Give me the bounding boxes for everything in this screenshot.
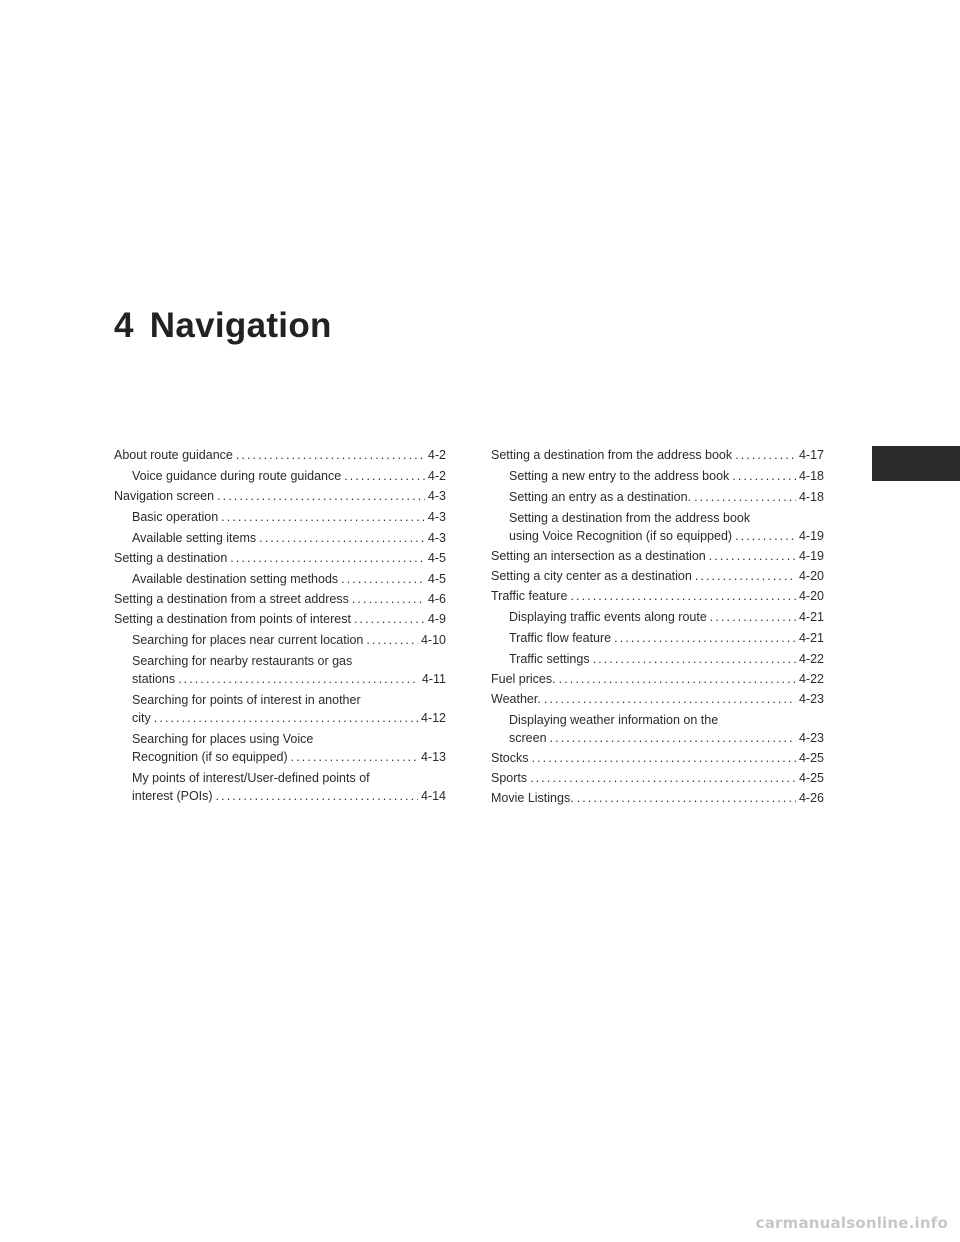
toc-page-number: 4-21: [798, 631, 824, 645]
toc-subentry[interactable]: [114, 691, 446, 727]
dot-leader: [236, 446, 425, 464]
toc-entry-text: Weather.: [491, 692, 541, 706]
toc-page-number: 4-13: [420, 750, 446, 764]
toc-page-number: 4-6: [427, 592, 446, 606]
dot-leader: [178, 670, 419, 688]
toc-page-number: 4-18: [798, 469, 824, 483]
dot-leader: [559, 670, 796, 688]
toc-entry[interactable]: [491, 446, 824, 464]
chapter-side-tab: [872, 446, 960, 481]
toc-entry-text: screen: [509, 731, 547, 745]
chapter-title: [114, 306, 332, 346]
toc-entry[interactable]: [114, 590, 446, 608]
toc-entry-text: stations: [132, 672, 176, 686]
toc-subentry[interactable]: [114, 769, 446, 805]
toc-left-column: [114, 444, 446, 805]
toc-page-number: 4-20: [798, 589, 824, 603]
toc-entry-text: Setting an entry as a destination.: [509, 490, 692, 504]
toc-page-number: 4-25: [798, 751, 824, 765]
toc-entry-text: Traffic flow feature: [509, 631, 612, 645]
toc-page-number: 4-11: [421, 672, 446, 686]
toc-page-number: 4-12: [420, 711, 446, 725]
toc-entry-text: About route guidance: [114, 448, 233, 462]
toc-subentry[interactable]: [491, 650, 824, 668]
toc-entry-text: Setting an intersection as a destination: [491, 549, 706, 563]
toc-subentry[interactable]: [491, 711, 824, 747]
toc-subentry[interactable]: [114, 730, 446, 766]
toc-entry[interactable]: [491, 547, 824, 565]
toc-entry[interactable]: [114, 610, 446, 628]
toc-entry-text: Recognition (if so equipped): [132, 750, 288, 764]
dot-leader: [354, 610, 425, 628]
toc-entry-text: Voice guidance during route guidance: [132, 469, 342, 483]
dot-leader: [532, 749, 796, 767]
toc-entry-text: Setting a destination from points of interest: [114, 612, 351, 626]
toc-entry-text: Sports: [491, 771, 528, 785]
toc-entry-text: Available setting items: [132, 531, 257, 545]
toc-entry-text: Setting a city center as a destination: [491, 569, 692, 583]
toc-entry[interactable]: [114, 549, 446, 567]
toc-subentry[interactable]: [114, 529, 446, 547]
dot-leader: [221, 508, 425, 526]
toc-entry-text: Searching for places using Voice: [132, 732, 314, 746]
chapter-number: 4: [114, 306, 134, 345]
dot-leader: [230, 549, 425, 567]
toc-entry-text: Setting a destination from a street address: [114, 592, 349, 606]
toc-entry-text: Setting a destination: [114, 551, 228, 565]
toc-entry[interactable]: [491, 749, 824, 767]
dot-leader: [217, 487, 425, 505]
dot-leader: [732, 467, 796, 485]
toc-entry-text: Basic operation: [132, 510, 219, 524]
watermark: carmanualsonline.info: [755, 1214, 948, 1232]
toc-entry[interactable]: [491, 567, 824, 585]
toc-entry[interactable]: [491, 789, 824, 807]
toc-entry-text: Stocks: [491, 751, 529, 765]
toc-page-number: 4-19: [798, 549, 824, 563]
dot-leader: [709, 547, 796, 565]
toc-page-number: 4-5: [427, 551, 446, 565]
dot-leader: [570, 587, 796, 605]
toc-page-number: 4-2: [427, 448, 446, 462]
toc-right-column: [491, 444, 824, 807]
toc-page-number: 4-23: [798, 731, 824, 745]
toc-entry-text: Searching for nearby restaurants or gas: [132, 654, 353, 668]
toc-page-number: 4-10: [420, 633, 446, 647]
toc-entry-text: city: [132, 711, 151, 725]
dot-leader: [694, 488, 796, 506]
toc-entry[interactable]: [491, 769, 824, 787]
toc-entry-text: My points of interest/User-defined points of: [132, 771, 370, 785]
toc-entry-text: interest (POIs): [132, 789, 213, 803]
toc-subentry[interactable]: [491, 509, 824, 545]
toc-page-number: 4-25: [798, 771, 824, 785]
toc-page-number: 4-3: [427, 510, 446, 524]
toc-subentry[interactable]: [114, 652, 446, 688]
toc-entry-text: Searching for points of interest in another: [132, 693, 361, 707]
dot-leader: [259, 529, 425, 547]
toc-entry-text: Setting a new entry to the address book: [509, 469, 730, 483]
dot-leader: [291, 748, 418, 766]
toc-entry-text: using Voice Recognition (if so equipped): [509, 529, 733, 543]
toc-subentry[interactable]: [491, 629, 824, 647]
toc-entry[interactable]: [491, 690, 824, 708]
dot-leader: [154, 709, 418, 727]
toc-entry-text: Setting a destination from the address book: [509, 511, 751, 525]
toc-page-number: 4-14: [420, 789, 446, 803]
toc-entry[interactable]: [491, 587, 824, 605]
toc-entry-text: Fuel prices.: [491, 672, 556, 686]
toc-subentry[interactable]: [114, 631, 446, 649]
dot-leader: [593, 650, 796, 668]
dot-leader: [530, 769, 796, 787]
dot-leader: [216, 787, 418, 805]
dot-leader: [735, 527, 796, 545]
toc-entry-text: Searching for places near current location: [132, 633, 364, 647]
toc-entry[interactable]: [491, 670, 824, 688]
toc-entry-text: Movie Listings.: [491, 791, 574, 805]
toc-page-number: 4-19: [798, 529, 824, 543]
dot-leader: [352, 590, 425, 608]
toc-page-number: 4-3: [427, 531, 446, 545]
toc-entry-text: Traffic settings: [509, 652, 590, 666]
toc-page-number: 4-23: [798, 692, 824, 706]
toc-page-number: 4-9: [427, 612, 446, 626]
toc-entry-text: Displaying traffic events along route: [509, 610, 707, 624]
toc-page-number: 4-20: [798, 569, 824, 583]
dot-leader: [710, 608, 796, 626]
toc-entry-text: Displaying weather information on the: [509, 713, 719, 727]
toc-page-number: 4-22: [798, 652, 824, 666]
toc-entry[interactable]: [114, 446, 446, 464]
toc-subentry[interactable]: [114, 508, 446, 526]
dot-leader: [341, 570, 425, 588]
toc-page-number: 4-3: [427, 489, 446, 503]
dot-leader: [344, 467, 425, 485]
toc-entry-text: Setting a destination from the address book: [491, 448, 733, 462]
toc-subentry[interactable]: [491, 467, 824, 485]
toc-entry-text: Available destination setting methods: [132, 572, 339, 586]
chapter-name: Navigation: [149, 306, 332, 345]
toc-page-number: 4-22: [798, 672, 824, 686]
toc-page-number: 4-21: [798, 610, 824, 624]
dot-leader: [550, 729, 796, 747]
toc-page-number: 4-18: [798, 490, 824, 504]
dot-leader: [366, 631, 418, 649]
dot-leader: [544, 690, 796, 708]
dot-leader: [614, 629, 796, 647]
toc-entry-text: Navigation screen: [114, 489, 215, 503]
dot-leader: [695, 567, 796, 585]
toc-subentry[interactable]: [114, 467, 446, 485]
toc-page-number: 4-2: [427, 469, 446, 483]
toc-entry-text: Traffic feature: [491, 589, 568, 603]
toc-subentry[interactable]: [491, 488, 824, 506]
dot-leader: [735, 446, 796, 464]
dot-leader: [577, 789, 796, 807]
toc-page-number: 4-5: [427, 572, 446, 586]
toc-subentry[interactable]: [491, 608, 824, 626]
toc-page-number: 4-17: [798, 448, 824, 462]
toc-page-number: 4-26: [798, 791, 824, 805]
toc-subentry[interactable]: [114, 570, 446, 588]
toc-entry[interactable]: [114, 487, 446, 505]
